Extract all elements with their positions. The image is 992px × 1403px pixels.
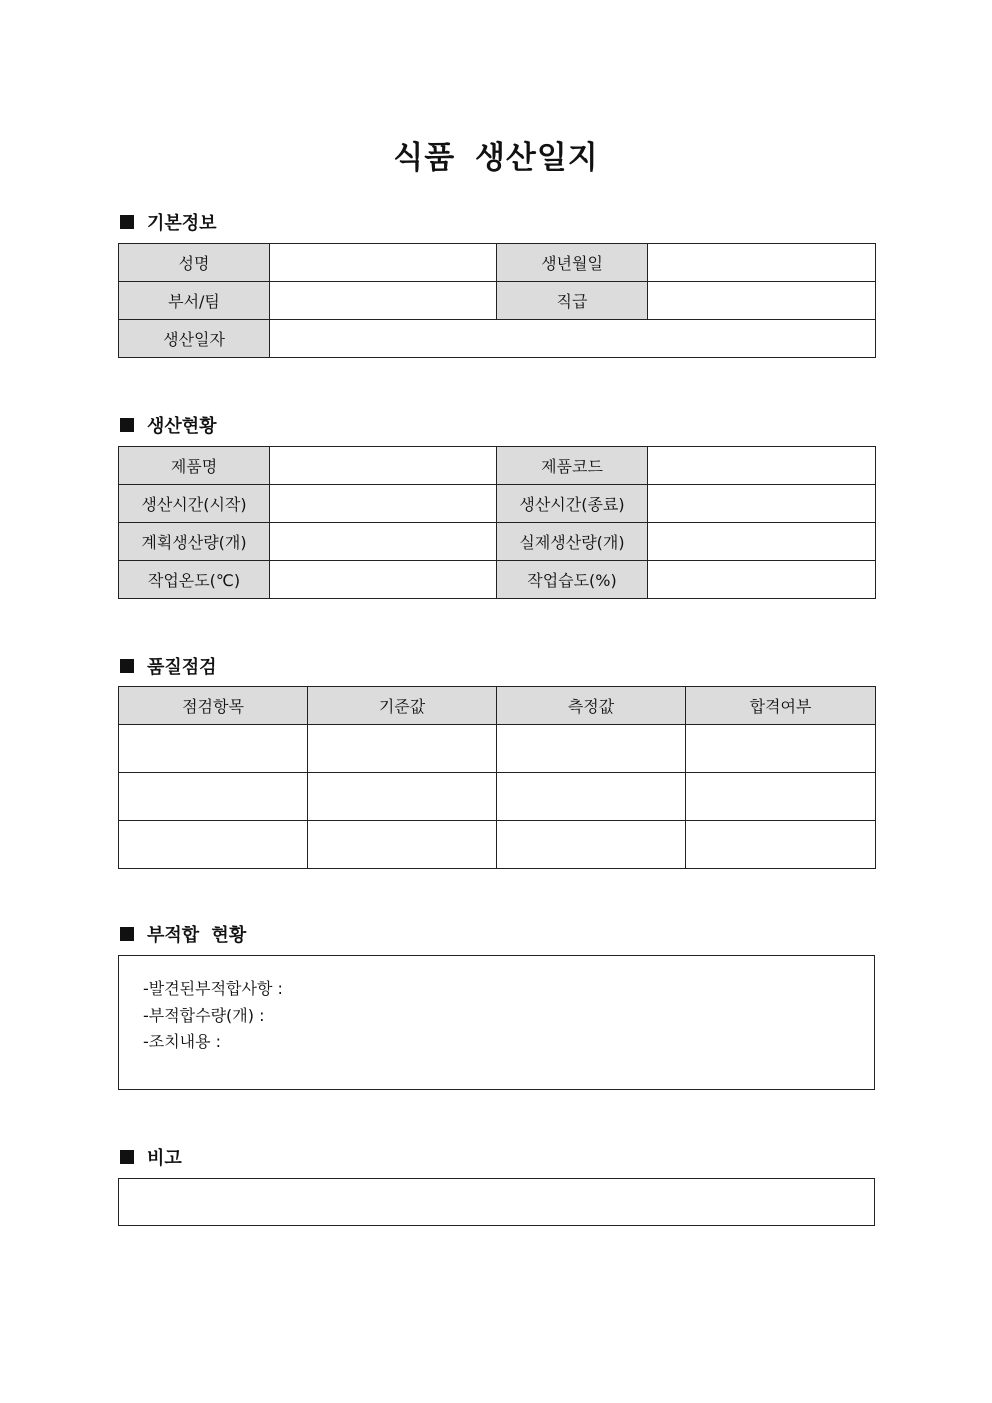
section-heading-label: 비고 <box>147 1148 182 1169</box>
pass-fail-cell[interactable] <box>686 821 876 869</box>
department-field[interactable] <box>270 282 497 320</box>
document-title: 식품 생산일지 <box>393 140 599 176</box>
table-row <box>119 320 876 358</box>
column-header-pass-fail: 합격여부 <box>686 687 876 725</box>
end-time-label: 생산시간(종료) <box>497 485 648 523</box>
department-label: 부서/팀 <box>119 282 270 320</box>
square-bullet-icon <box>120 1150 134 1164</box>
standard-value-cell[interactable] <box>308 821 497 869</box>
check-item-cell[interactable] <box>119 821 308 869</box>
name-label: 성명 <box>119 244 270 282</box>
square-bullet-icon <box>120 927 134 941</box>
table-row <box>119 725 876 773</box>
table-row <box>119 773 876 821</box>
product-name-label: 제품명 <box>119 447 270 485</box>
standard-value-cell[interactable] <box>308 773 497 821</box>
table-row <box>119 821 876 869</box>
pass-fail-cell[interactable] <box>686 725 876 773</box>
product-code-label: 제품코드 <box>497 447 648 485</box>
birth-date-label: 생년월일 <box>497 244 648 282</box>
section-heading-nonconformity <box>118 922 246 946</box>
birth-date-field[interactable] <box>648 244 876 282</box>
square-bullet-icon <box>120 659 134 673</box>
section-heading-basic-info <box>118 210 217 234</box>
square-bullet-icon <box>120 215 134 229</box>
column-header-check-item: 점검항목 <box>119 687 308 725</box>
column-header-measured-value: 측정값 <box>497 687 686 725</box>
product-name-field[interactable] <box>270 447 497 485</box>
section-heading-label: 부적합 현황 <box>147 925 247 946</box>
corrective-action-line: -조치내용 : <box>143 1032 222 1051</box>
table-header-row <box>119 687 876 725</box>
nonconformity-box[interactable] <box>118 955 875 1090</box>
quality-check-table <box>118 686 876 869</box>
actual-qty-field[interactable] <box>648 523 876 561</box>
nonconformity-found-line: -발견된부적합사항 : <box>143 979 283 998</box>
name-field[interactable] <box>270 244 497 282</box>
section-heading-remarks <box>118 1145 182 1169</box>
column-header-standard-value: 기준값 <box>308 687 497 725</box>
measured-value-cell[interactable] <box>497 821 686 869</box>
table-row <box>119 523 876 561</box>
check-item-cell[interactable] <box>119 773 308 821</box>
start-time-field[interactable] <box>270 485 497 523</box>
work-humidity-field[interactable] <box>648 561 876 599</box>
position-field[interactable] <box>648 282 876 320</box>
check-item-cell[interactable] <box>119 725 308 773</box>
table-row <box>119 244 876 282</box>
section-heading-label: 품질점검 <box>147 657 217 678</box>
section-heading-label: 생산현황 <box>147 416 217 437</box>
planned-qty-field[interactable] <box>270 523 497 561</box>
work-humidity-label: 작업습도(%) <box>497 561 648 599</box>
table-row <box>119 282 876 320</box>
table-row <box>119 447 876 485</box>
measured-value-cell[interactable] <box>497 773 686 821</box>
standard-value-cell[interactable] <box>308 725 497 773</box>
section-heading-production-status <box>118 413 217 437</box>
section-heading-label: 기본정보 <box>147 213 217 234</box>
production-status-table <box>118 446 876 599</box>
square-bullet-icon <box>120 418 134 432</box>
table-row <box>119 485 876 523</box>
nonconformity-qty-line: -부적합수량(개) : <box>143 1006 265 1025</box>
planned-qty-label: 계획생산량(개) <box>119 523 270 561</box>
production-date-label: 생산일자 <box>119 320 270 358</box>
pass-fail-cell[interactable] <box>686 773 876 821</box>
measured-value-cell[interactable] <box>497 725 686 773</box>
end-time-field[interactable] <box>648 485 876 523</box>
work-temp-label: 작업온도(℃) <box>119 561 270 599</box>
start-time-label: 생산시간(시작) <box>119 485 270 523</box>
section-heading-quality-check <box>118 654 217 678</box>
remarks-box[interactable] <box>118 1178 875 1226</box>
table-row <box>119 561 876 599</box>
basic-info-table <box>118 243 876 358</box>
work-temp-field[interactable] <box>270 561 497 599</box>
actual-qty-label: 실제생산량(개) <box>497 523 648 561</box>
position-label: 직급 <box>497 282 648 320</box>
product-code-field[interactable] <box>648 447 876 485</box>
production-date-field[interactable] <box>270 320 876 358</box>
